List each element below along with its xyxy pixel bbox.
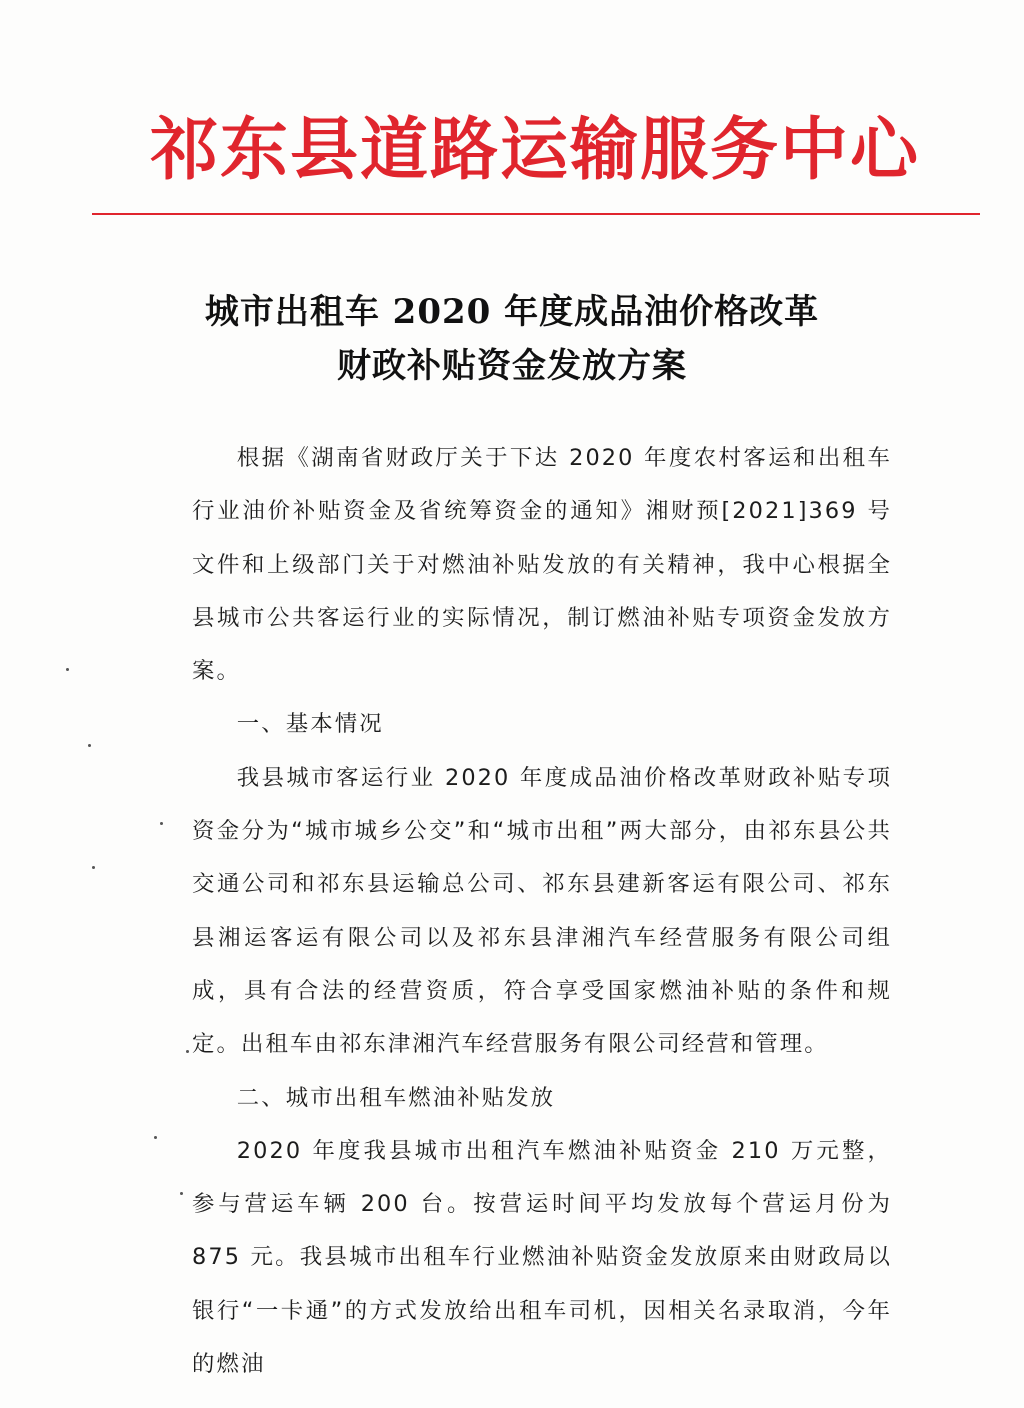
document-body (192, 432, 892, 1391)
scan-speck (180, 1192, 183, 1195)
scan-speck (92, 866, 95, 869)
document-title-line-1: 城市出租车 2020 年度成品油价格改革 (204, 292, 820, 332)
scan-speck (88, 744, 91, 747)
scan-speck (154, 1136, 157, 1139)
section-heading-basic-situation: 一、基本情况 (236, 711, 384, 738)
taxi-subsidy-paragraph: 2020 年度我县城市出租汽车燃油补贴资金 210 万元整，参与营运车辆 200 台。按营运时间平均发放每个营运月份为 875 元。我县城市出租车行业燃油补贴资金发放原来由财政局以银行“一卡通”的方式发放给出租车司机，因相关名录取消，今年的燃油 (192, 1137, 892, 1378)
basic-situation-paragraph: 我县城市客运行业 2020 年度成品油价格改革财政补贴专项资金分为“城市城乡公交”和“城市出租”两大部分，由祁东县公共交通公司和祁东县运输总公司、祁东县建新客运有限公司、祁东县湘运客运有限公司以及祁东县津湘汽车经营服务有限公司组成，具有合法的经营资质，符合享受国家燃油补贴的条件和规定。出租车由祁东津湘汽车经营服务有限公司经营和管理。 (192, 764, 892, 1058)
section-heading-taxi-subsidy: 二、城市出租车燃油补贴发放 (236, 1084, 556, 1111)
scan-speck (160, 822, 163, 825)
masthead-organization-name: 祁东县道路运输服务中心 (150, 110, 921, 190)
document-title-line-2: 财政补贴资金发放方案 (337, 346, 687, 386)
scan-speck (186, 1050, 189, 1053)
masthead-red-divider (92, 213, 980, 215)
intro-paragraph: 根据《湖南省财政厅关于下达 2020 年度农村客运和出租车行业油价补贴资金及省统筹资金的通知》湘财预[2021]369 号文件和上级部门关于对燃油补贴发放的有关精神，我中心根据全县城市公共客运行业的实际情况，制订燃油补贴专项资金发放方案。 (192, 445, 892, 685)
scan-speck (66, 668, 69, 671)
